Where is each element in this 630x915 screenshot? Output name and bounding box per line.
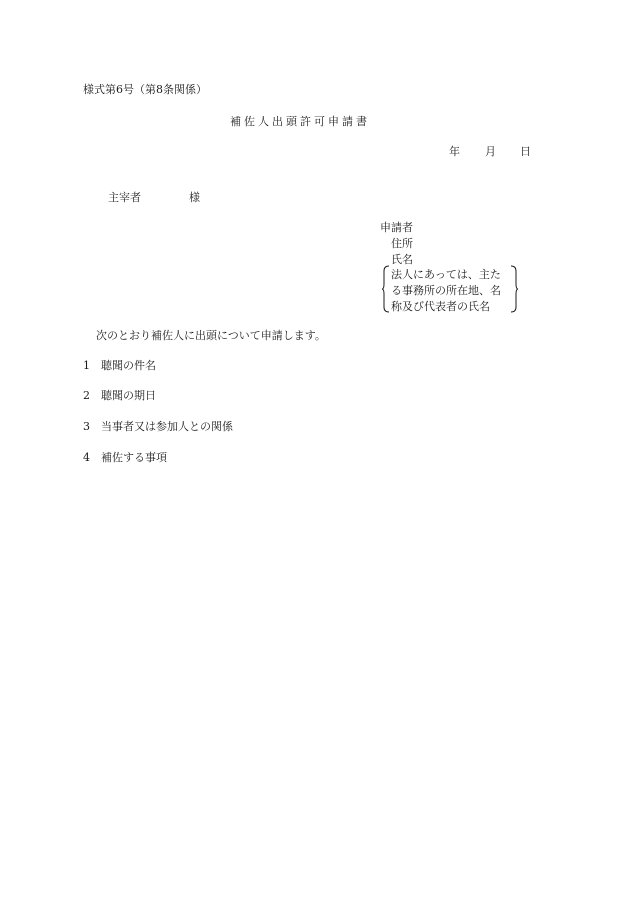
- list-item: [83, 421, 233, 432]
- item-number: 4: [83, 451, 90, 464]
- list-item: [83, 390, 156, 401]
- item-text: 聴聞の期日: [101, 389, 156, 402]
- name-label: 氏名: [391, 253, 413, 266]
- date-year-label: 年: [449, 145, 460, 158]
- document-title: 補佐人出頭許可申請書: [230, 115, 370, 128]
- item-number: 3: [83, 420, 90, 433]
- corporation-note-line: 法人にあっては、主た: [391, 268, 501, 281]
- address-label: 住所: [391, 237, 413, 250]
- date-month-label: 月: [485, 145, 496, 158]
- item-number: 2: [83, 389, 90, 402]
- item-text: 聴聞の件名: [101, 359, 156, 372]
- intro-sentence: 次のとおり補佐人に出頭について申請します。: [96, 329, 326, 342]
- addressee-name: 主宰者: [108, 191, 141, 204]
- list-item: [83, 452, 167, 463]
- item-text: 当事者又は参加人との関係: [101, 420, 233, 433]
- corporation-note-line: る事務所の所在地、名: [391, 284, 501, 297]
- date-day-label: 日: [520, 145, 531, 158]
- applicant-label: 申請者: [380, 221, 413, 234]
- list-item: [83, 360, 156, 371]
- corporation-note-line: 称及び代表者の氏名: [391, 300, 490, 313]
- form-number: 様式第6号（第8条関係）: [83, 83, 207, 96]
- addressee-honorific: 様: [189, 191, 200, 204]
- corporation-note: [382, 265, 518, 313]
- item-text: 補佐する事項: [101, 451, 167, 464]
- item-number: 1: [83, 359, 90, 372]
